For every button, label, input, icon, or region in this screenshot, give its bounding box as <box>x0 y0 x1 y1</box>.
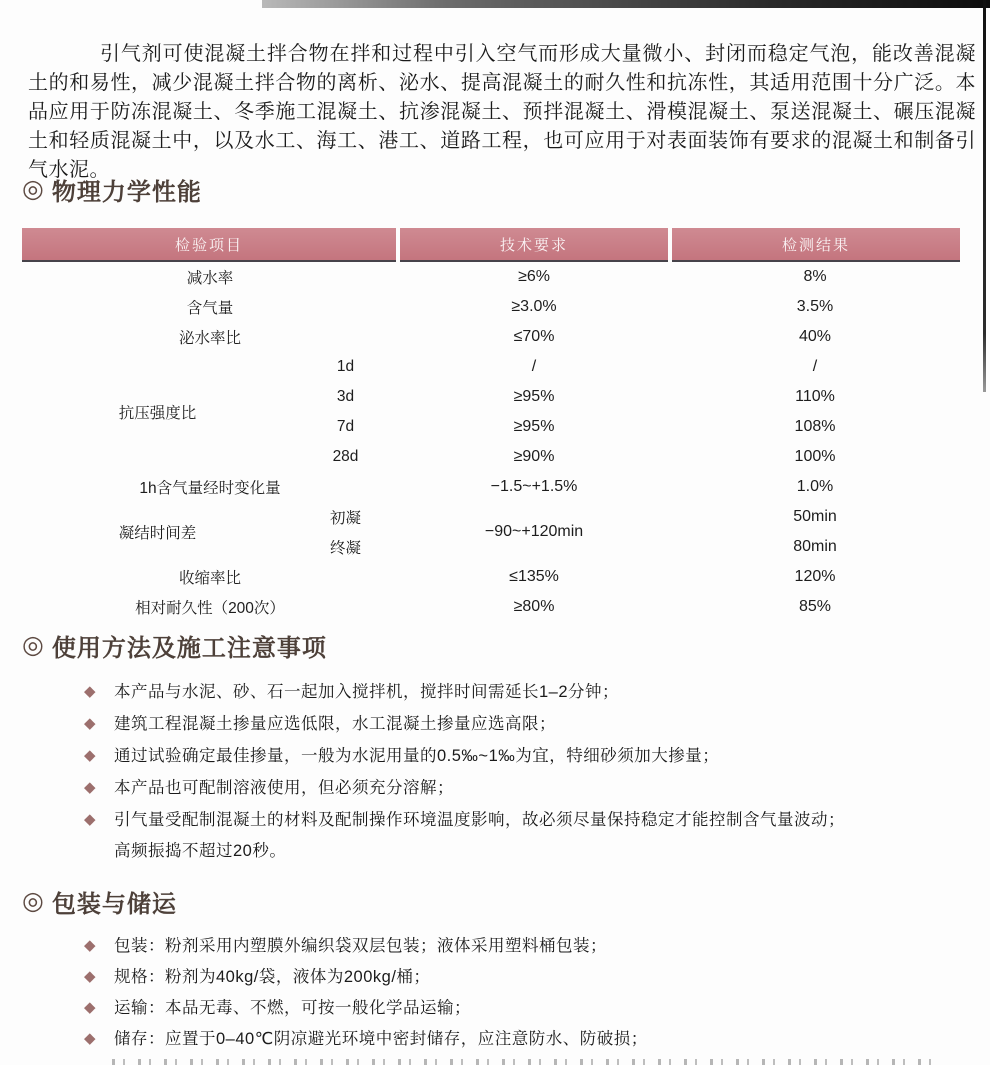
scan-artifact-right-edge <box>983 0 986 392</box>
row-requirement: ≤135% <box>509 568 559 585</box>
row-result: 85% <box>799 598 832 615</box>
diamond-bullet-icon: ◆ <box>84 999 97 1016</box>
row-requirement: ≥95% <box>513 388 555 405</box>
col-header-test-item: 检验项目 <box>22 228 398 261</box>
section-title: 使用方法及施工注意事项 <box>51 635 327 662</box>
diamond-bullet-icon: ◆ <box>84 747 97 764</box>
row-result: 108% <box>794 418 836 435</box>
diamond-bullet-icon: ◆ <box>84 683 97 700</box>
table-row <box>22 592 960 622</box>
row-result: 80min <box>793 538 837 555</box>
row-result: 100% <box>794 448 836 465</box>
list-item-text: 引气量受配制混凝土的材料及配制操作环境温度影响，故必须尽量保持稳定才能控制含气量波动； <box>114 811 845 829</box>
list-item-text: 本产品也可配制溶液使用，但必须充分溶解； <box>114 779 454 797</box>
row-sublabel: 初凝 <box>330 510 362 527</box>
row-label: 相对耐久性（200次） <box>135 600 285 617</box>
diamond-bullet-icon: ◆ <box>84 1030 97 1047</box>
table-row <box>22 562 960 592</box>
row-label: 收缩率比 <box>179 570 242 587</box>
col-header-test-result: 检测结果 <box>670 228 960 261</box>
diamond-bullet-icon: ◆ <box>84 715 97 732</box>
row-label: 1h含气量经时变化量 <box>139 480 281 497</box>
row-label: 泌水率比 <box>179 330 242 347</box>
list-item-text: 运输：本品无毒、不燃，可按一般化学品运输； <box>114 999 471 1017</box>
row-result: 8% <box>803 268 827 285</box>
list-item <box>84 778 968 798</box>
row-sublabel: 1d <box>336 358 355 375</box>
table-row <box>22 472 960 502</box>
list-item <box>84 682 968 702</box>
row-label-compressive-strength: 抗压强度比 <box>118 405 197 422</box>
usage-bullet-list <box>84 682 968 861</box>
row-requirement: −90~+120min <box>484 523 584 540</box>
table-row <box>22 322 960 352</box>
row-result: 3.5% <box>796 298 834 315</box>
row-result: 110% <box>795 388 835 405</box>
list-item <box>84 810 968 830</box>
table-row <box>22 502 960 532</box>
row-result: / <box>812 358 818 375</box>
list-item-text: 通过试验确定最佳掺量，一般为水泥用量的0.5‰~1‰为宜，特细砂须加大掺量； <box>114 747 720 765</box>
row-sublabel: 3d <box>336 388 355 405</box>
section-heading-usage <box>22 628 327 663</box>
row-result: 40% <box>799 328 832 345</box>
row-label-setting-time: 凝结时间差 <box>118 525 197 542</box>
section-title: 物理力学性能 <box>51 179 202 206</box>
diamond-bullet-icon: ◆ <box>84 811 97 828</box>
packaging-bullet-list <box>84 936 968 1060</box>
row-requirement: ≥6% <box>518 268 550 285</box>
row-result: 1.0% <box>796 478 834 495</box>
list-item <box>84 998 968 1018</box>
diamond-bullet-icon: ◆ <box>84 779 97 796</box>
row-sublabel: 28d <box>332 448 359 465</box>
list-item-text: 本产品与水泥、砂、石一起加入搅拌机，搅拌时间需延长1–2分钟； <box>114 683 620 701</box>
row-label: 含气量 <box>186 300 234 317</box>
row-label: 减水率 <box>186 270 234 287</box>
row-requirement: ≤70% <box>513 328 555 345</box>
row-result: 120% <box>794 568 836 585</box>
list-item-text: 规格：粉剂为40kg/袋，液体为200kg/桶； <box>114 968 431 986</box>
row-requirement: ≥80% <box>513 598 555 615</box>
row-sublabel: 终凝 <box>330 540 362 557</box>
col-header-tech-requirement: 技术要求 <box>398 228 670 261</box>
section-title: 包装与储运 <box>51 891 177 918</box>
table-header-row <box>22 228 960 261</box>
section-heading-physical-properties <box>22 172 202 207</box>
row-requirement: −1.5~+1.5% <box>490 478 578 495</box>
list-item <box>84 1029 968 1049</box>
list-item-text: 包装：粉剂采用内塑膜外编织袋双层包装；液体采用塑料桶包装； <box>114 937 607 955</box>
row-requirement: ≥95% <box>513 418 555 435</box>
list-item <box>84 936 968 956</box>
section-marker-icon: ◎ <box>22 175 45 203</box>
row-result: 50min <box>793 508 837 525</box>
row-sublabel: 7d <box>336 418 355 435</box>
list-item <box>84 746 968 766</box>
table-row <box>22 352 960 382</box>
row-requirement: ≥90% <box>513 448 555 465</box>
table-row <box>22 292 960 322</box>
scan-artifact-top-edge <box>262 0 990 8</box>
row-requirement: / <box>531 358 537 375</box>
list-item <box>84 714 968 734</box>
section-marker-icon: ◎ <box>22 631 45 659</box>
section-heading-packaging <box>22 884 177 919</box>
row-requirement: ≥3.0% <box>511 298 557 315</box>
intro-paragraph: 引气剂可使混凝土拌合物在拌和过程中引入空气而形成大量微小、封闭而稳定气泡，能改善混凝土的和易性，减少混凝土拌合物的离析、泌水、提高混凝土的耐久性和抗冻性，其适用范围十分广泛。本品应用于防冻混凝土、冬季施工混凝土、抗渗混凝土、预拌混凝土、滑模混凝土、泵送混凝土、碾压混凝土和轻质混凝土中，以及水工、海工、港工、道路工程，也可应用于对表面装饰有要求的混凝土和制备引气水泥。 <box>28 43 976 181</box>
list-item-text: 建筑工程混凝土掺量应选低限，水工混凝土掺量应选高限； <box>114 715 556 733</box>
diamond-bullet-icon: ◆ <box>84 968 97 985</box>
diamond-bullet-icon: ◆ <box>84 937 97 954</box>
table-row <box>22 261 960 292</box>
spec-table <box>22 228 960 622</box>
section-marker-icon: ◎ <box>22 887 45 915</box>
list-item-text: 储存：应置于0–40℃阴凉避光环境中密封储存，应注意防水、防破损； <box>114 1030 648 1048</box>
list-item-continuation: 高频振捣不超过20秒。 <box>114 842 287 860</box>
list-item <box>84 967 968 987</box>
